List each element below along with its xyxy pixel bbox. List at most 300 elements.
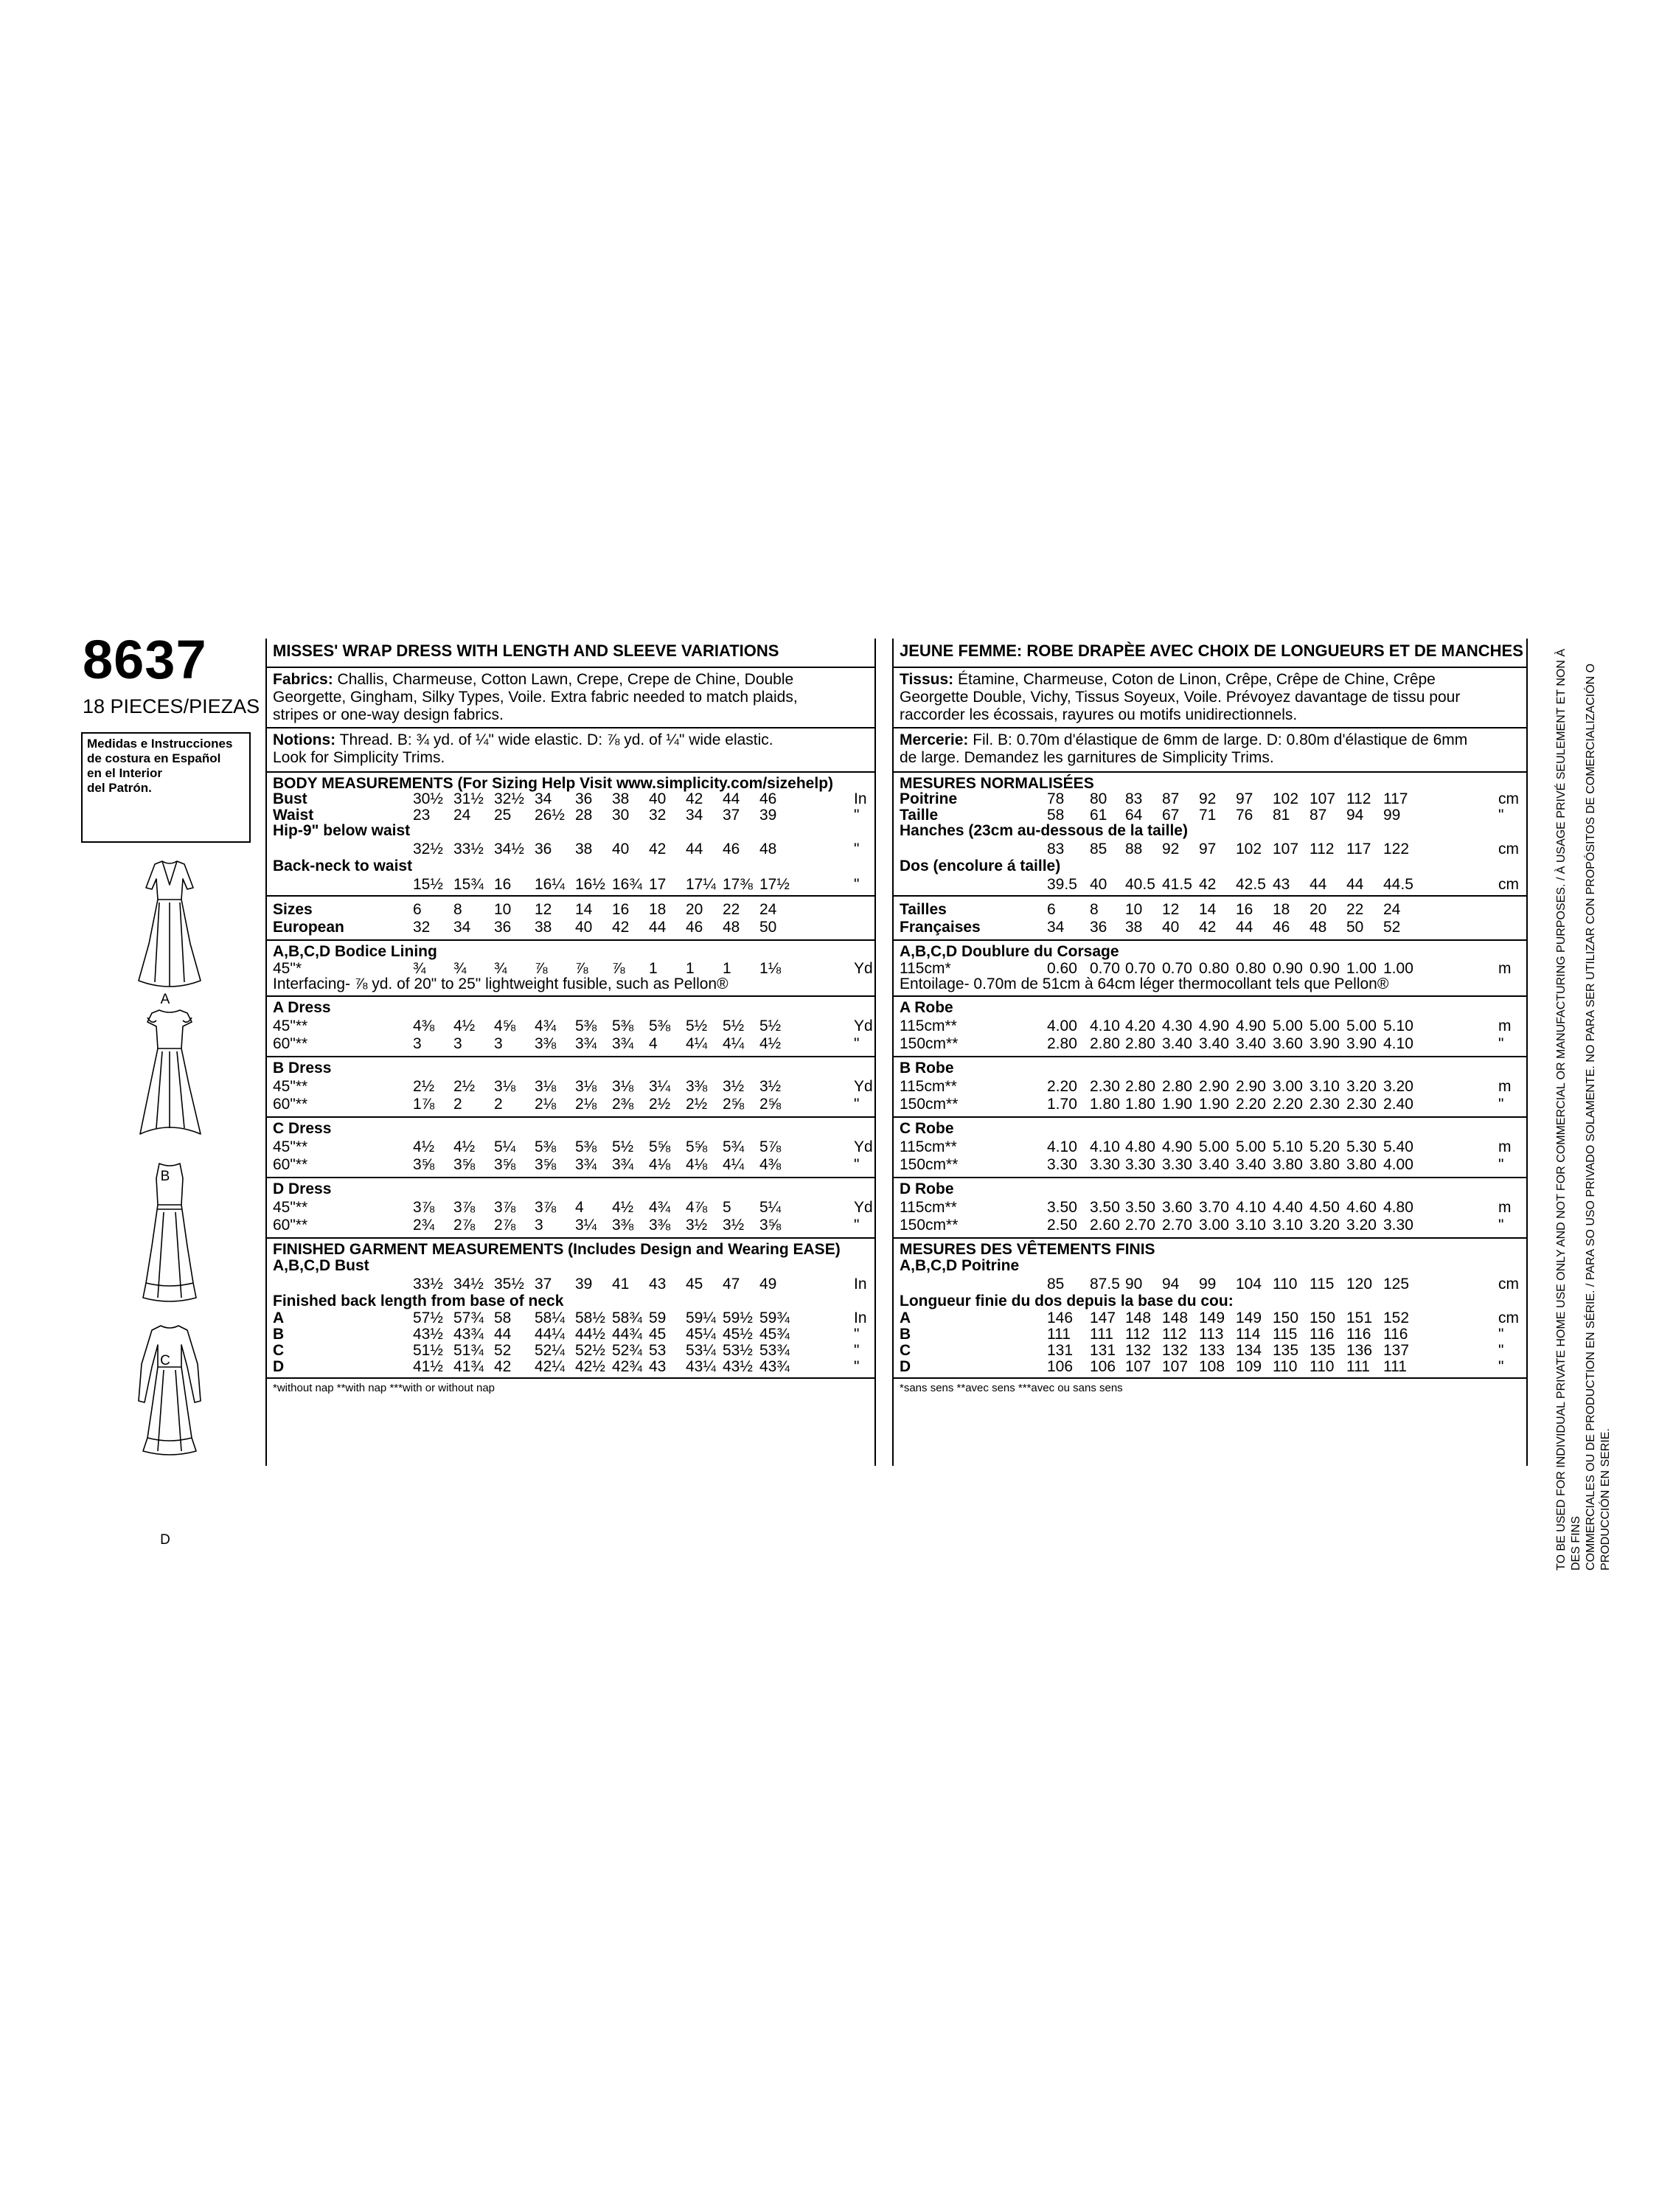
size-cell: 42 xyxy=(612,919,630,936)
size-cell: 45¾ xyxy=(759,1326,790,1343)
section-divider xyxy=(892,895,1526,897)
size-cell: 2.50 xyxy=(1047,1217,1077,1234)
size-cell: 34 xyxy=(686,807,703,824)
size-cell: 34 xyxy=(535,790,552,807)
row-label: 115cm** xyxy=(900,1199,957,1216)
size-cell: 112 xyxy=(1125,1326,1150,1343)
size-cell: 87 xyxy=(1162,790,1180,807)
size-cell: 108 xyxy=(1199,1358,1225,1375)
size-cell: 2⅞ xyxy=(494,1217,516,1234)
size-cell: 46 xyxy=(1273,919,1290,936)
size-cell: 59½ xyxy=(723,1310,753,1326)
size-cell: 26½ xyxy=(535,807,565,824)
size-cell: ⅞ xyxy=(535,960,548,977)
size-cell: 0.70 xyxy=(1162,960,1192,977)
size-cell: 147 xyxy=(1090,1310,1116,1326)
size-cell: 59¾ xyxy=(759,1310,790,1326)
size-cell: 4½ xyxy=(453,1018,476,1034)
row-label: 115cm** xyxy=(900,1138,957,1155)
size-cell: 85 xyxy=(1090,841,1107,858)
size-cell: 48 xyxy=(1310,919,1327,936)
interfacing: Interfacing- ⅞ yd. of 20" to 25" lightweight fusible, such as Pellon® xyxy=(273,975,728,992)
size-cell: 40 xyxy=(1162,919,1180,936)
size-cell: 53¾ xyxy=(759,1342,790,1359)
size-cell: 4.90 xyxy=(1199,1018,1229,1034)
size-cell: 16¾ xyxy=(612,876,642,893)
size-cell: 4 xyxy=(649,1035,658,1052)
size-cell: 104 xyxy=(1236,1276,1262,1293)
table-row xyxy=(273,1199,873,1217)
size-cell: 3¼ xyxy=(575,1217,597,1234)
size-cell: 5½ xyxy=(723,1018,745,1034)
section-divider xyxy=(892,727,1526,728)
size-cell: 4.90 xyxy=(1162,1138,1192,1155)
size-cell: 4.30 xyxy=(1162,1018,1192,1034)
view-label-d: D xyxy=(160,1532,170,1548)
unit-cell: " xyxy=(1498,1096,1504,1113)
size-cell: 40 xyxy=(575,919,593,936)
size-cell: 94 xyxy=(1162,1276,1180,1293)
size-cell: 5¼ xyxy=(494,1138,516,1155)
size-cell: 111 xyxy=(1047,1326,1071,1343)
size-cell: 76 xyxy=(1236,807,1253,824)
size-cell: 134 xyxy=(1236,1342,1262,1359)
size-cell: 5⅝ xyxy=(686,1138,708,1155)
row-label: B xyxy=(900,1326,911,1343)
spanish-note-line: en el Interior xyxy=(87,766,163,780)
size-cell: 24 xyxy=(1383,901,1401,918)
size-cell: 5.10 xyxy=(1273,1138,1303,1155)
title: JEUNE FEMME: ROBE DRAPÈE AVEC CHOIX DE LONGUEURS ET DE MANCHES xyxy=(900,641,1523,660)
size-cell: 15¾ xyxy=(453,876,484,893)
unit-cell: cm xyxy=(1498,876,1519,893)
back-label: Dos (encolure á taille) xyxy=(900,858,1061,874)
unit-cell: Yd xyxy=(854,960,873,977)
unit-cell: " xyxy=(854,841,860,858)
size-cell: 112 xyxy=(1162,1326,1187,1343)
view-label-b: B xyxy=(160,1169,170,1184)
size-cell: 3 xyxy=(413,1035,422,1052)
piece-count: 18 PIECES/PIEZAS xyxy=(83,695,260,717)
size-cell: 4.50 xyxy=(1310,1199,1340,1216)
row-label: 60"** xyxy=(273,1217,308,1234)
size-cell: 57¾ xyxy=(453,1310,484,1326)
unit-cell: In xyxy=(854,790,867,807)
section-divider xyxy=(265,1177,874,1178)
section-divider xyxy=(265,727,874,728)
size-cell: 20 xyxy=(1310,901,1327,918)
unit-cell: " xyxy=(1498,1035,1504,1052)
size-cell: 4.10 xyxy=(1383,1035,1413,1052)
size-cell: 50 xyxy=(759,919,777,936)
french-content xyxy=(900,639,1523,1450)
size-cell: 113 xyxy=(1199,1326,1224,1343)
table-row xyxy=(900,1035,1520,1053)
table-row xyxy=(900,1096,1520,1113)
size-cell: 150 xyxy=(1310,1310,1336,1326)
size-cell: 1 xyxy=(686,960,695,977)
section-divider xyxy=(892,1056,1526,1057)
size-cell: 41½ xyxy=(413,1358,443,1375)
size-cell: 2 xyxy=(494,1096,503,1113)
size-cell: 3.30 xyxy=(1125,1156,1155,1173)
size-cell: 4.40 xyxy=(1273,1199,1303,1216)
size-cell: 16 xyxy=(494,876,512,893)
size-cell: 3⅛ xyxy=(494,1078,516,1095)
size-cell: 2⅛ xyxy=(575,1096,597,1113)
size-cell: 51¾ xyxy=(453,1342,484,1359)
size-cell: 23 xyxy=(413,807,431,824)
bodice-header: A,B,C,D Doublure du Corsage xyxy=(900,943,1119,960)
size-cell: ⅞ xyxy=(575,960,588,977)
unit-cell: " xyxy=(1498,1217,1504,1234)
size-cell: 51½ xyxy=(413,1342,443,1359)
size-cell: 148 xyxy=(1162,1310,1189,1326)
size-cell: 40 xyxy=(1090,876,1107,893)
size-cell: 39 xyxy=(575,1276,593,1293)
size-cell: 36 xyxy=(494,919,512,936)
size-cell: 61 xyxy=(1090,807,1107,824)
size-cell: 80 xyxy=(1090,790,1107,807)
size-cell: 53½ xyxy=(723,1342,753,1359)
size-cell: 2.80 xyxy=(1125,1078,1155,1095)
size-cell: ⅞ xyxy=(612,960,625,977)
table-row xyxy=(273,1358,869,1376)
size-cell: 4¾ xyxy=(535,1018,557,1034)
size-cell: 3.40 xyxy=(1199,1035,1229,1052)
size-cell: 4⅜ xyxy=(413,1018,435,1034)
size-cell: 52 xyxy=(1383,919,1401,936)
size-cell: 3⅞ xyxy=(413,1199,435,1216)
row-label: 60"** xyxy=(273,1096,308,1113)
table-row xyxy=(273,1078,873,1096)
size-cell: 107 xyxy=(1162,1358,1189,1375)
section-divider xyxy=(892,1377,1526,1379)
size-cell: 2⅜ xyxy=(612,1096,634,1113)
size-cell: 5¼ xyxy=(759,1199,782,1216)
size-cell: 4½ xyxy=(453,1138,476,1155)
notions-label: Mercerie: xyxy=(900,731,969,748)
size-cell: 3.40 xyxy=(1236,1156,1266,1173)
size-cell: 37 xyxy=(535,1276,552,1293)
row-label: Waist xyxy=(273,807,314,824)
fabrics-paragraph xyxy=(273,671,798,724)
table-row xyxy=(900,841,1520,858)
size-cell: 59 xyxy=(649,1310,667,1326)
size-cell: 0.60 xyxy=(1047,960,1077,977)
size-cell: 120 xyxy=(1346,1276,1373,1293)
size-cell: 40 xyxy=(612,841,630,858)
size-cell: 2.20 xyxy=(1236,1096,1266,1113)
d-dress: D Robe xyxy=(900,1180,954,1197)
row-label: 115cm** xyxy=(900,1018,957,1034)
unit-cell: Yd xyxy=(854,1018,873,1034)
title: MISSES' WRAP DRESS WITH LENGTH AND SLEEVE VARIATIONS xyxy=(273,641,779,660)
unit-cell: In xyxy=(854,1276,867,1293)
size-cell: 1⅛ xyxy=(759,960,782,977)
size-cell: 52¼ xyxy=(535,1342,565,1359)
table-row xyxy=(900,1018,1520,1035)
size-cell: 3⅝ xyxy=(759,1217,782,1234)
size-cell: 5.00 xyxy=(1236,1138,1266,1155)
fabrics-text: Étamine, Charmeuse, Coton de Linon, Crêpe, Crêpe de Chine, Crêpe Georgette Double, Vichy, Tissus Soyeux, Voile. Prévoyez davantage de tissu pour raccorder les écossais, rayures ou motifs unidirectionnels. xyxy=(900,671,1461,723)
size-cell: 83 xyxy=(1125,790,1143,807)
size-cell: 2.70 xyxy=(1162,1217,1192,1234)
size-cell: 3¾ xyxy=(575,1156,597,1173)
row-label: Poitrine xyxy=(900,790,958,807)
size-cell: 106 xyxy=(1047,1358,1074,1375)
size-cell: 4¼ xyxy=(686,1035,708,1052)
size-cell: 40.5 xyxy=(1125,876,1155,893)
size-cell: 32½ xyxy=(413,841,443,858)
size-cell: 2.80 xyxy=(1162,1078,1192,1095)
size-cell: 46 xyxy=(686,919,703,936)
size-cell: 5⅝ xyxy=(649,1138,671,1155)
size-cell: 44¼ xyxy=(535,1326,565,1343)
size-cell: 3⅝ xyxy=(494,1156,516,1173)
spanish-note-line: del Patrón. xyxy=(87,781,152,795)
size-cell: 4 xyxy=(575,1199,584,1216)
size-cell: 5.00 xyxy=(1310,1018,1340,1034)
row-label: B xyxy=(273,1326,285,1343)
size-cell: 2.70 xyxy=(1125,1217,1155,1234)
table-row xyxy=(273,1018,873,1035)
row-label: 45"** xyxy=(273,1018,308,1034)
english-content xyxy=(273,639,873,1450)
row-label: 45"** xyxy=(273,1138,308,1155)
size-cell: 4.90 xyxy=(1236,1018,1266,1034)
unit-cell: " xyxy=(854,876,860,893)
size-cell: 44¾ xyxy=(612,1326,642,1343)
size-cell: 81 xyxy=(1273,807,1290,824)
size-cell: 18 xyxy=(1273,901,1290,918)
size-cell: 17¼ xyxy=(686,876,716,893)
size-cell: 107 xyxy=(1273,841,1299,858)
size-cell: 18 xyxy=(649,901,667,918)
fabrics-label: Fabrics: xyxy=(273,671,333,688)
size-cell: 14 xyxy=(575,901,593,918)
size-cell: 78 xyxy=(1047,790,1065,807)
size-cell: 8 xyxy=(1090,901,1099,918)
b-dress: B Robe xyxy=(900,1060,954,1077)
size-cell: 152 xyxy=(1383,1310,1410,1326)
size-cell: 102 xyxy=(1236,841,1262,858)
size-cell: 122 xyxy=(1383,841,1410,858)
table-row xyxy=(273,1035,869,1053)
table-row xyxy=(273,790,869,808)
size-cell: 99 xyxy=(1199,1276,1217,1293)
table-row xyxy=(273,901,869,919)
unit-cell: " xyxy=(854,1358,860,1375)
size-cell: 5½ xyxy=(759,1018,782,1034)
unit-cell: m xyxy=(1498,1018,1512,1034)
size-cell: 3⅜ xyxy=(686,1078,708,1095)
table-row xyxy=(273,1342,869,1360)
size-cell: 3.20 xyxy=(1346,1078,1377,1095)
size-cell: 0.80 xyxy=(1236,960,1266,977)
a-dress: A Dress xyxy=(273,999,331,1016)
size-cell: 4.10 xyxy=(1090,1138,1120,1155)
size-cell: 58 xyxy=(494,1310,512,1326)
table-row xyxy=(273,1156,869,1174)
size-cell: 28 xyxy=(575,807,593,824)
section-divider xyxy=(265,1237,874,1239)
size-cell: 107 xyxy=(1310,790,1336,807)
spanish-instructions-note xyxy=(81,732,251,843)
footnote: *sans sens **avec sens ***avec ou sans sens xyxy=(900,1382,1123,1394)
unit-cell: " xyxy=(854,1096,860,1113)
row-label: A xyxy=(900,1310,911,1326)
fabrics-paragraph xyxy=(900,671,1460,724)
size-cell: 111 xyxy=(1346,1358,1370,1375)
table-row xyxy=(900,1358,1520,1376)
size-cell: 1.00 xyxy=(1383,960,1413,977)
size-cell: 3⅛ xyxy=(575,1078,597,1095)
size-cell: 24 xyxy=(453,807,471,824)
french-panel xyxy=(892,639,1526,1450)
size-cell: 4.20 xyxy=(1125,1018,1155,1034)
usage-disclaimer xyxy=(1554,634,1613,1571)
size-cell: 30 xyxy=(612,807,630,824)
size-cell: 92 xyxy=(1199,790,1217,807)
size-cell: 44.5 xyxy=(1383,876,1413,893)
row-label: Tailles xyxy=(900,901,947,918)
size-cell: 5.00 xyxy=(1346,1018,1377,1034)
size-cell: 3.20 xyxy=(1346,1217,1377,1234)
size-cell: 46 xyxy=(723,841,740,858)
size-cell: 110 xyxy=(1273,1358,1298,1375)
size-cell: 0.70 xyxy=(1125,960,1155,977)
finished-bust: A,B,C,D Poitrine xyxy=(900,1257,1020,1274)
row-label: 150cm** xyxy=(900,1156,959,1173)
size-cell: 90 xyxy=(1125,1276,1143,1293)
size-cell: 3.70 xyxy=(1199,1199,1229,1216)
size-cell: 34½ xyxy=(453,1276,484,1293)
size-cell: 67 xyxy=(1162,807,1180,824)
c-dress: C Robe xyxy=(900,1120,954,1137)
size-cell: 16¼ xyxy=(535,876,565,893)
section-divider xyxy=(265,895,874,897)
size-cell: 2.80 xyxy=(1090,1035,1120,1052)
size-cell: 41¾ xyxy=(453,1358,484,1375)
size-cell: 6 xyxy=(413,901,422,918)
size-cell: 116 xyxy=(1383,1326,1408,1343)
finished-back: Longueur finie du dos depuis la base du cou: xyxy=(900,1293,1234,1310)
unit-cell: " xyxy=(854,1156,860,1173)
section-divider xyxy=(892,995,1526,997)
size-cell: 71 xyxy=(1199,807,1217,824)
size-cell: 4.80 xyxy=(1125,1138,1155,1155)
size-cell: 16 xyxy=(612,901,630,918)
size-cell: ¾ xyxy=(413,960,426,977)
table-row xyxy=(900,901,1520,919)
size-cell: 1.70 xyxy=(1047,1096,1077,1113)
row-label: 115cm* xyxy=(900,960,951,977)
row-label: Françaises xyxy=(900,919,981,936)
size-cell: 2½ xyxy=(413,1078,435,1095)
size-cell: 3¼ xyxy=(649,1078,671,1095)
notions-text: Fil. B: 0.70m d'élastique de 6mm de large. D: 0.80m d'élastique de 6mm de large. Demandez les garnitures de Simplicity Trims. xyxy=(900,731,1468,766)
size-cell: 3⅜ xyxy=(535,1035,557,1052)
row-label: 60"** xyxy=(273,1035,308,1052)
size-cell: 110 xyxy=(1310,1358,1335,1375)
row-label: 150cm** xyxy=(900,1096,959,1113)
size-cell: 3.30 xyxy=(1383,1217,1413,1234)
finished-header: MESURES DES VÊTEMENTS FINIS xyxy=(900,1241,1155,1258)
row-label: 150cm** xyxy=(900,1035,959,1052)
size-cell: 42.5 xyxy=(1236,876,1266,893)
size-cell: 45½ xyxy=(723,1326,753,1343)
back-label: Back-neck to waist xyxy=(273,858,413,874)
size-cell: 44 xyxy=(494,1326,512,1343)
size-cell: 97 xyxy=(1199,841,1217,858)
size-cell: 5½ xyxy=(612,1138,634,1155)
size-cell: 131 xyxy=(1047,1342,1074,1359)
size-cell: 16 xyxy=(1236,901,1253,918)
size-cell: 44 xyxy=(1310,876,1327,893)
size-cell: 52¾ xyxy=(612,1342,642,1359)
size-cell: 42½ xyxy=(575,1358,605,1375)
row-label: A xyxy=(273,1310,285,1326)
size-cell: 12 xyxy=(535,901,552,918)
size-cell: 22 xyxy=(1346,901,1364,918)
size-cell: 3.40 xyxy=(1236,1035,1266,1052)
unit-cell: cm xyxy=(1498,841,1519,858)
size-cell: 3.90 xyxy=(1310,1035,1340,1052)
size-cell: 16½ xyxy=(575,876,605,893)
table-row xyxy=(273,1310,869,1327)
bodice-header: A,B,C,D Bodice Lining xyxy=(273,943,437,960)
size-cell: 4⅛ xyxy=(686,1156,708,1173)
size-cell: 44 xyxy=(723,790,740,807)
table-row xyxy=(273,1326,869,1343)
section-divider xyxy=(892,939,1526,941)
notions-paragraph xyxy=(900,731,1467,767)
size-cell: 5⅜ xyxy=(575,1018,597,1034)
size-cell: 42¾ xyxy=(612,1358,642,1375)
size-cell: 32 xyxy=(413,919,431,936)
size-cell: 33½ xyxy=(453,841,484,858)
size-cell: 44 xyxy=(649,919,667,936)
interfacing: Entoilage- 0.70m de 51cm à 64cm léger thermocollant tels que Pellon® xyxy=(900,975,1389,992)
size-cell: 17⅜ xyxy=(723,876,753,893)
pattern-number: 8637 xyxy=(83,629,207,690)
size-cell: 57½ xyxy=(413,1310,443,1326)
row-label: 150cm** xyxy=(900,1217,959,1234)
size-cell: 44 xyxy=(1346,876,1364,893)
spanish-note-line: de costura en Español xyxy=(87,751,221,765)
row-label: D xyxy=(273,1358,285,1375)
size-cell: 107 xyxy=(1125,1358,1152,1375)
size-cell: 2.30 xyxy=(1310,1096,1340,1113)
size-cell: 25 xyxy=(494,807,512,824)
size-cell: 6 xyxy=(1047,901,1056,918)
size-cell: 33½ xyxy=(413,1276,443,1293)
table-row xyxy=(900,1156,1520,1174)
size-cell: 45¼ xyxy=(686,1326,716,1343)
size-cell: 53 xyxy=(649,1342,667,1359)
size-cell: 3.60 xyxy=(1162,1199,1192,1216)
size-cell: 34 xyxy=(453,919,471,936)
section-divider xyxy=(265,771,874,773)
size-cell: 5⅜ xyxy=(649,1018,671,1034)
size-cell: 4⅝ xyxy=(494,1018,516,1034)
size-cell: 112 xyxy=(1310,841,1335,858)
size-cell: 135 xyxy=(1310,1342,1336,1359)
size-cell: 1 xyxy=(723,960,731,977)
size-cell: 2.80 xyxy=(1047,1035,1077,1052)
size-cell: ¾ xyxy=(453,960,467,977)
